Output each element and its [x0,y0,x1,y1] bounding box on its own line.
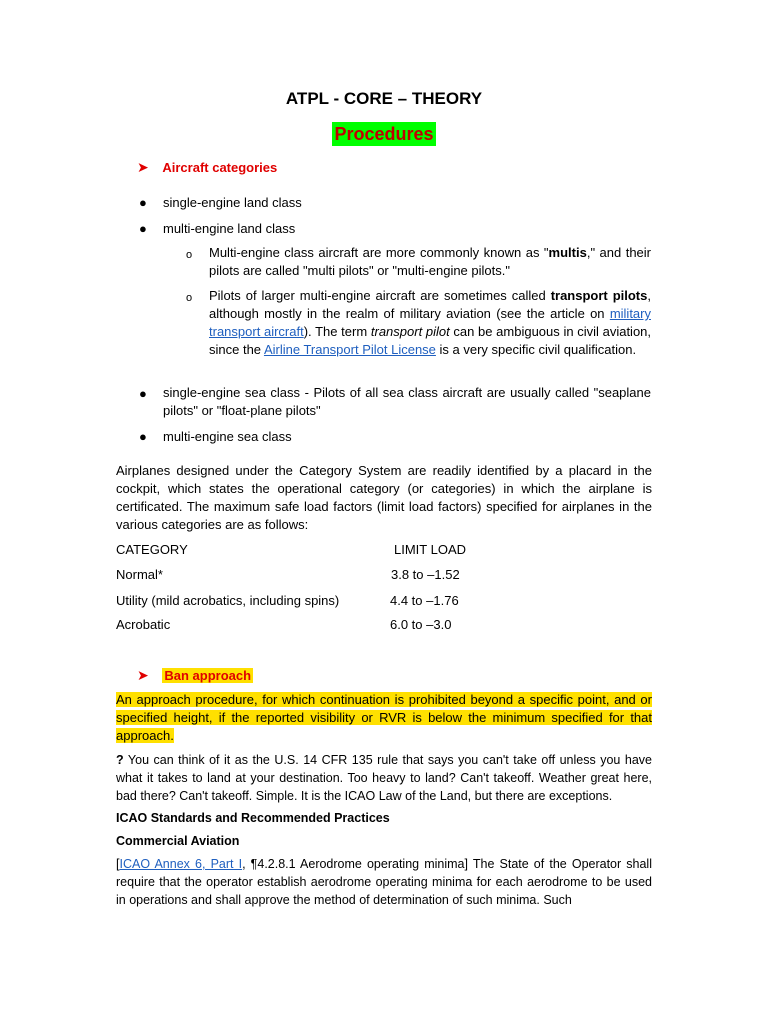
list-item: multi-engine land class [163,221,296,236]
subtitle-wrap [0,122,768,146]
bullet-icon: ● [139,386,147,401]
bullet-icon: ● [139,195,147,210]
table-cell: 4.4 to –1.76 [390,593,459,608]
airline-transport-pilot-license-link[interactable]: Airline Transport Pilot License [263,342,436,357]
section-label: Ban approach [164,668,252,683]
sub-list-item: Multi-engine class aircraft are more commonly known as "multis," and their pilots are called "multi pilots" or "multi-engine pilots." [209,245,652,278]
table-cell: Acrobatic [116,617,171,632]
sub-list-item: Pilots of larger multi-engine aircraft are sometimes called transport pilots, although mostly in the realm of military aviation (see the article on military transport aircraft). The term transport pilot can be ambiguous in civil aviation, since the Airline Transport Pilot License is a very specific civil qualification. [209,288,652,357]
table-cell: Utility (mild acrobatics, including spins) [116,593,340,608]
circle-bullet-icon: o [186,249,193,261]
heading-icao-standards: ICAO Standards and Recommended Practices [116,811,390,825]
section-ban-approach [137,666,253,685]
table-header-limit-load: LIMIT LOAD [394,542,467,557]
arrow-bullet-icon: ➤ [137,667,149,683]
list-item: multi-engine sea class [163,429,292,444]
subtitle-procedures: Procedures [334,124,434,144]
section-label: Aircraft categories [162,160,278,175]
paragraph-icao-annex: [ICAO Annex 6, Part I, ¶4.2.8.1 Aerodrome operating minima] The State of the Operator shall require that the operator establish aerodrome operating minima for each aerodrome to be used in operations and shall approve the method of determination of such minima. Such [116,857,652,907]
paragraph-category-system: Airplanes designed under the Category System are readily identified by a placard in the cockpit, which states the operational category (or categories) in which the airplane is certificated. The maximum safe load factors (limit load factors) specified for airplanes in the various categories are as follows: [116,463,652,532]
bullet-icon: ● [139,221,147,236]
military-transport-aircraft-link[interactable]: military transport aircraft [209,306,651,339]
section-aircraft-categories [137,158,277,177]
list-item: single-engine sea class - Pilots of all sea class aircraft are usually called "seaplane pilots" or "float-plane pilots" [163,385,651,418]
circle-bullet-icon: o [186,292,193,304]
arrow-bullet-icon: ➤ [137,159,149,175]
table-cell: 3.8 to –1.52 [391,567,460,582]
ban-approach-definition: An approach procedure, for which continuation is prohibited beyond a specific point, and or specified height, if the reported visibility or RVR is below the minimum specified for that approach. [116,692,652,743]
heading-commercial-aviation: Commercial Aviation [116,834,240,848]
page-title: ATPL - CORE – THEORY [285,89,483,108]
table-cell: 6.0 to –3.0 [390,617,452,632]
list-item: single-engine land class [163,195,302,210]
table-header-category: CATEGORY [116,542,188,557]
bullet-icon: ● [139,429,147,444]
table-cell: Normal* [116,567,163,582]
paragraph-cfr-135: ? You can think of it as the U.S. 14 CFR 135 rule that says you can't take off unless you have what it takes to land at your destination. Too heavy to land? Can't takeoff. Weather great here, bad there? Can't takeoff. Simple. It is the ICAO Law of the Land, but there are exceptions. [116,753,652,803]
icao-annex-link[interactable]: ICAO Annex 6, Part I [119,857,243,871]
